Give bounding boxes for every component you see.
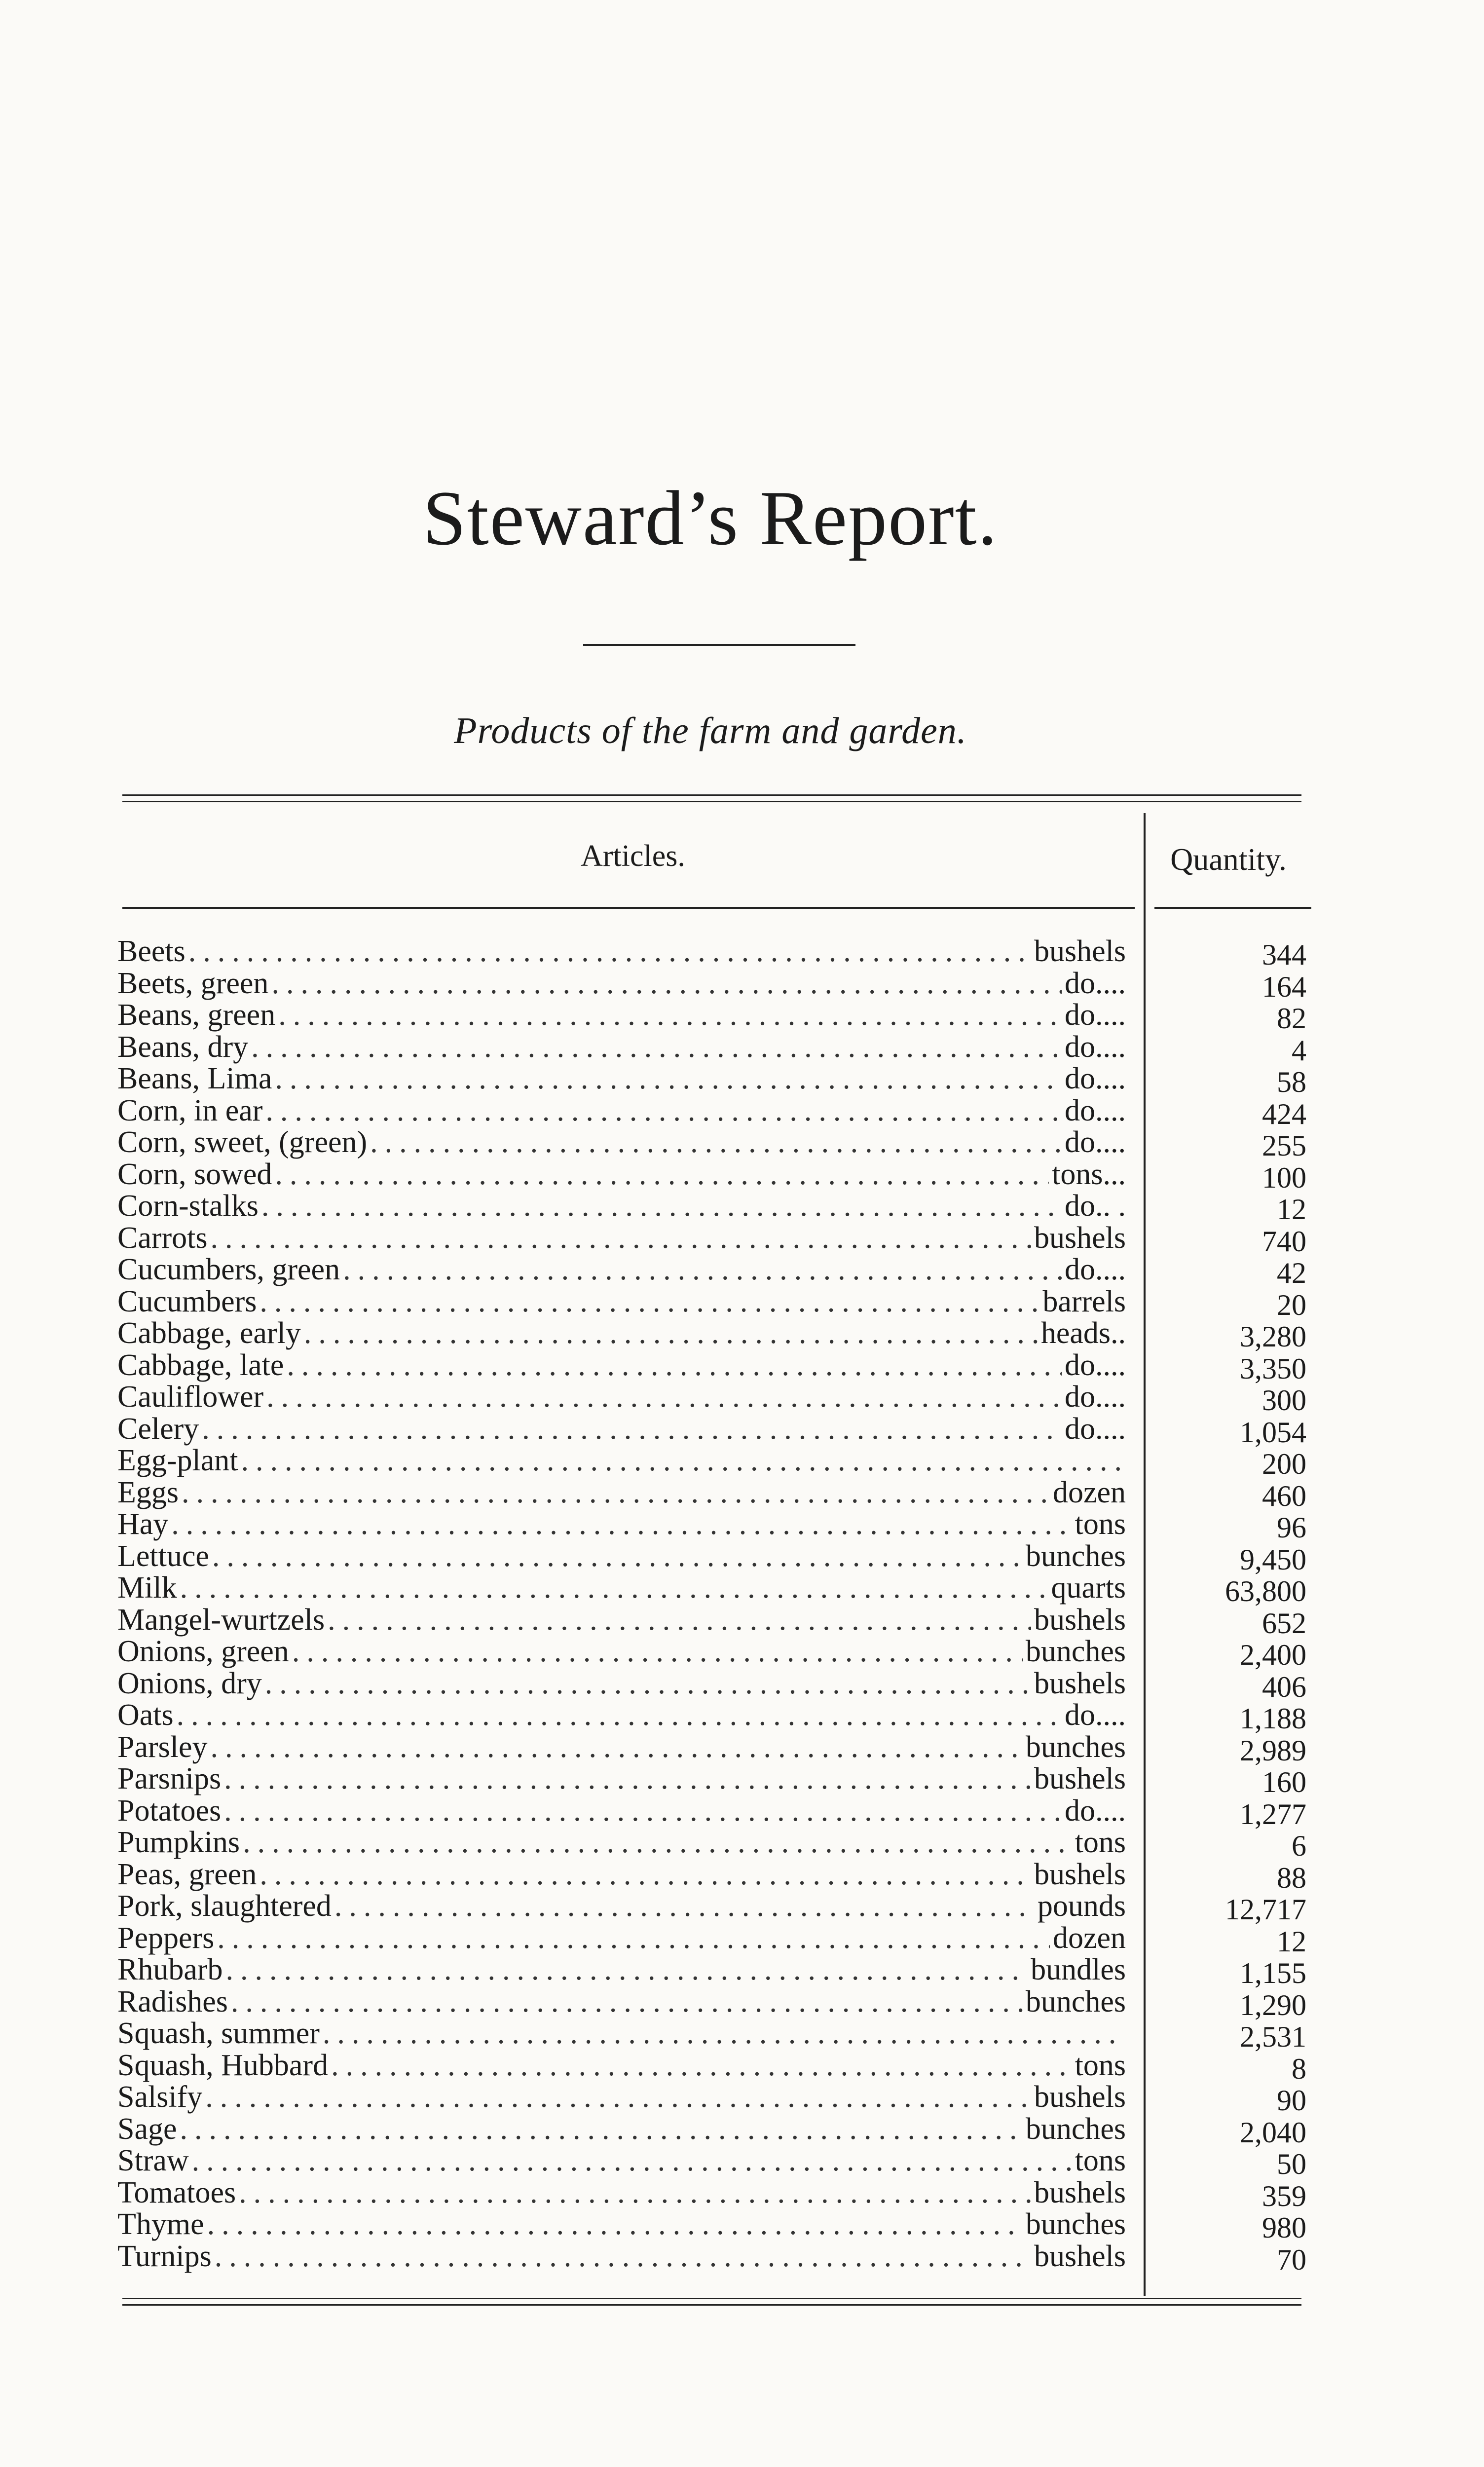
dot-leader xyxy=(202,1412,1062,1447)
quantity-cell: 424 xyxy=(1262,1097,1306,1130)
quantity-cell: 344 xyxy=(1262,938,1306,971)
quantity-cell: 2,040 xyxy=(1240,2116,1306,2149)
table-row xyxy=(0,2175,1484,2212)
article-name: Beets xyxy=(117,934,186,968)
dot-leader xyxy=(205,2080,1031,2115)
dot-leader xyxy=(192,2143,1072,2178)
article-name: Sage xyxy=(117,2112,177,2146)
dot-leader xyxy=(177,1698,1062,1733)
table-row xyxy=(0,2112,1484,2149)
article-unit: barrels xyxy=(1042,1284,1126,1318)
table-row xyxy=(0,1348,1484,1385)
article-name: Celery xyxy=(117,1412,199,1446)
article-unit: do.... xyxy=(1065,1380,1126,1414)
article-unit: tons xyxy=(1075,2048,1126,2082)
dot-leader xyxy=(231,1984,1023,2019)
article-cell xyxy=(117,1125,1126,1160)
dot-leader xyxy=(265,1666,1031,1701)
article-cell xyxy=(117,1570,1126,1606)
quantity-cell: 1,277 xyxy=(1240,1797,1306,1831)
table-subtitle: Products of the farm and garden. xyxy=(454,710,967,751)
dot-leader xyxy=(212,1539,1023,1574)
article-cell xyxy=(117,1698,1126,1733)
table-bottom-rule xyxy=(122,2298,1301,2306)
quantity-cell: 3,280 xyxy=(1240,1320,1306,1353)
quantity-cell: 1,290 xyxy=(1240,1988,1306,2021)
dot-leader xyxy=(211,1730,1023,1765)
article-cell xyxy=(117,934,1126,969)
dot-leader xyxy=(226,1952,1028,1987)
article-unit: bushels xyxy=(1034,1762,1126,1795)
quantity-cell: 980 xyxy=(1262,2211,1306,2244)
table-row xyxy=(0,966,1484,1003)
quantity-cell: 160 xyxy=(1262,1766,1306,1798)
quantity-cell: 1,155 xyxy=(1240,1957,1306,1989)
article-cell xyxy=(117,1857,1126,1892)
quantity-cell: 1,054 xyxy=(1240,1416,1306,1449)
table-row xyxy=(0,1603,1484,1640)
quantity-cell: 42 xyxy=(1277,1257,1306,1289)
article-unit: bunches xyxy=(1025,1635,1126,1668)
table-row xyxy=(0,1857,1484,1894)
table-row xyxy=(0,1666,1484,1703)
quantity-cell: 100 xyxy=(1262,1161,1306,1194)
quantity-cell: 70 xyxy=(1277,2243,1306,2276)
article-cell xyxy=(117,1539,1126,1574)
quantity-cell: 3,350 xyxy=(1240,1352,1306,1385)
article-name: Hay xyxy=(117,1507,169,1541)
article-name: Cucumbers xyxy=(117,1284,257,1318)
article-unit: do.. . xyxy=(1065,1189,1126,1223)
table-row xyxy=(0,2048,1484,2085)
dot-leader xyxy=(292,1634,1023,1669)
dot-leader xyxy=(266,1380,1062,1415)
article-cell xyxy=(117,1443,1126,1478)
article-name: Squash, summer xyxy=(117,2017,320,2050)
table-row xyxy=(0,1825,1484,1862)
quantity-cell: 90 xyxy=(1277,2084,1306,2117)
article-cell xyxy=(117,2143,1126,2178)
table-row xyxy=(0,1252,1484,1289)
quantity-cell: 6 xyxy=(1292,1830,1306,1862)
article-name: Rhubarb xyxy=(117,1953,223,1986)
article-name: Potatoes xyxy=(117,1794,222,1828)
article-unit: do.... xyxy=(1065,1093,1126,1127)
article-name: Cabbage, early xyxy=(117,1316,301,1350)
article-unit: do.... xyxy=(1065,1794,1126,1828)
dot-leader xyxy=(323,2016,1123,2051)
table-row xyxy=(0,1284,1484,1321)
article-unit: do.... xyxy=(1065,998,1126,1032)
quantity-cell: 2,400 xyxy=(1240,1639,1306,1671)
article-cell xyxy=(117,1952,1126,1987)
article-name: Lettuce xyxy=(117,1539,209,1573)
article-name: Corn-stalks xyxy=(117,1189,259,1223)
quantity-cell: 58 xyxy=(1277,1066,1306,1098)
article-unit: bunches xyxy=(1025,1539,1126,1573)
quantity-cell: 88 xyxy=(1277,1861,1306,1894)
article-unit: bushels xyxy=(1034,1666,1126,1700)
article-name: Peas, green xyxy=(117,1857,257,1891)
quantity-cell: 12 xyxy=(1277,1193,1306,1226)
article-unit: bunches xyxy=(1025,2207,1126,2241)
table-top-rule xyxy=(122,794,1301,802)
quantity-cell: 96 xyxy=(1277,1511,1306,1544)
article-unit: bushels xyxy=(1034,2239,1126,2273)
table-row xyxy=(0,1125,1484,1162)
article-cell xyxy=(117,1794,1126,1829)
dot-leader xyxy=(271,966,1062,1001)
article-cell xyxy=(117,1221,1126,1256)
table-row xyxy=(0,1380,1484,1417)
article-unit: bunches xyxy=(1025,1730,1126,1764)
article-cell xyxy=(117,1761,1126,1796)
table-row xyxy=(0,2016,1484,2053)
article-name: Milk xyxy=(117,1571,177,1605)
quantity-cell: 12,717 xyxy=(1225,1893,1306,1926)
article-name: Tomatoes xyxy=(117,2175,236,2209)
article-cell xyxy=(117,1634,1126,1669)
table-row xyxy=(0,2207,1484,2244)
article-cell xyxy=(117,1412,1126,1447)
article-unit: do.... xyxy=(1065,966,1126,1000)
article-name: Corn, sweet, (green) xyxy=(117,1125,368,1159)
article-unit: do.... xyxy=(1065,1030,1126,1064)
article-cell xyxy=(117,2207,1126,2242)
article-cell xyxy=(117,1507,1126,1542)
table-row xyxy=(0,1221,1484,1258)
article-unit: bushels xyxy=(1034,2175,1126,2209)
article-cell xyxy=(117,2080,1126,2115)
article-name: Parsley xyxy=(117,1730,208,1764)
dot-leader xyxy=(278,998,1062,1033)
article-cell xyxy=(117,1316,1126,1351)
article-name: Carrots xyxy=(117,1221,208,1255)
dot-leader xyxy=(224,1794,1062,1829)
dot-leader xyxy=(207,2207,1023,2242)
dot-leader xyxy=(241,1443,1123,1478)
article-name: Beans, green xyxy=(117,998,276,1032)
article-name: Thyme xyxy=(117,2207,204,2241)
article-cell xyxy=(117,2175,1126,2210)
article-unit: bushels xyxy=(1034,1221,1126,1255)
header-rule-quantity xyxy=(1154,907,1311,909)
article-cell xyxy=(117,1730,1126,1765)
table-row xyxy=(0,998,1484,1035)
article-name: Parsnips xyxy=(117,1762,222,1795)
article-name: Radishes xyxy=(117,1984,228,2018)
article-unit: do.... xyxy=(1065,1125,1126,1159)
header-rule-articles xyxy=(122,907,1135,909)
dot-leader xyxy=(265,1093,1062,1128)
header-quantity: Quantity. xyxy=(1170,842,1287,877)
quantity-cell: 406 xyxy=(1262,1670,1306,1703)
table-row xyxy=(0,1030,1484,1067)
dot-leader xyxy=(343,1252,1062,1287)
article-unit: bushels xyxy=(1034,2080,1126,2114)
quantity-cell: 8 xyxy=(1292,2052,1306,2085)
quantity-cell: 255 xyxy=(1262,1129,1306,1162)
table-row xyxy=(0,1889,1484,1926)
article-cell xyxy=(117,1921,1126,1956)
table-row xyxy=(0,1730,1484,1767)
table-row xyxy=(0,1952,1484,1989)
article-cell xyxy=(117,1603,1126,1638)
dot-leader xyxy=(243,1825,1072,1860)
table-row xyxy=(0,1984,1484,2021)
article-unit: dozen xyxy=(1052,1475,1126,1509)
article-unit: do.... xyxy=(1065,1698,1126,1732)
article-name: Mangel-wurtzels xyxy=(117,1603,325,1637)
article-unit: bundles xyxy=(1031,1953,1126,1986)
quantity-cell: 652 xyxy=(1262,1607,1306,1640)
article-name: Squash, Hubbard xyxy=(117,2048,329,2082)
dot-leader xyxy=(275,1061,1062,1096)
table-row xyxy=(0,1061,1484,1098)
quantity-cell: 9,450 xyxy=(1240,1543,1306,1576)
quantity-cell: 20 xyxy=(1277,1288,1306,1321)
article-name: Corn, sowed xyxy=(117,1157,272,1191)
dot-leader xyxy=(217,1921,1050,1956)
table-row xyxy=(0,1189,1484,1226)
quantity-cell: 200 xyxy=(1262,1448,1306,1480)
quantity-cell: 740 xyxy=(1262,1225,1306,1258)
article-cell xyxy=(117,2016,1126,2051)
article-name: Straw xyxy=(117,2144,189,2177)
dot-leader xyxy=(182,1475,1050,1510)
table-row xyxy=(0,934,1484,971)
article-cell xyxy=(117,1093,1126,1128)
article-name: Beans, dry xyxy=(117,1030,249,1064)
article-name: Onions, green xyxy=(117,1635,289,1668)
article-unit: dozen xyxy=(1052,1921,1126,1955)
article-unit: do.... xyxy=(1065,1412,1126,1446)
dot-leader xyxy=(261,1189,1062,1224)
article-unit: heads.. xyxy=(1040,1316,1126,1350)
header-articles: Articles. xyxy=(581,839,685,873)
article-unit: bushels xyxy=(1034,934,1126,968)
article-unit: do.... xyxy=(1065,1348,1126,1382)
dot-leader xyxy=(287,1348,1062,1383)
quantity-cell: 4 xyxy=(1292,1034,1306,1067)
table-row xyxy=(0,1475,1484,1512)
quantity-cell: 82 xyxy=(1277,1002,1306,1035)
quantity-cell: 2,531 xyxy=(1240,2020,1306,2053)
article-unit: tons xyxy=(1075,2144,1126,2177)
table-body xyxy=(0,934,1484,2276)
table-row xyxy=(0,2239,1484,2276)
dot-leader xyxy=(370,1125,1062,1160)
article-name: Pumpkins xyxy=(117,1826,240,1859)
quantity-cell: 1,188 xyxy=(1240,1702,1306,1735)
table-row xyxy=(0,2080,1484,2117)
article-cell xyxy=(117,966,1126,1001)
article-unit: tons xyxy=(1075,1507,1126,1541)
dot-leader xyxy=(180,1570,1048,1606)
dot-leader xyxy=(260,1857,1031,1892)
quantity-cell: 2,989 xyxy=(1240,1734,1306,1767)
table-row xyxy=(0,1570,1484,1607)
article-name: Beans, Lima xyxy=(117,1062,272,1095)
quantity-cell: 63,800 xyxy=(1225,1575,1306,1607)
article-cell xyxy=(117,1348,1126,1383)
dot-leader xyxy=(224,1761,1031,1796)
table-row xyxy=(0,1698,1484,1735)
article-name: Eggs xyxy=(117,1475,179,1509)
dot-leader xyxy=(215,2239,1031,2274)
article-name: Corn, in ear xyxy=(117,1093,263,1127)
article-unit: tons... xyxy=(1052,1157,1126,1191)
quantity-cell: 50 xyxy=(1277,2148,1306,2180)
table-row xyxy=(0,2143,1484,2180)
dot-leader xyxy=(304,1316,1038,1351)
article-cell xyxy=(117,1380,1126,1415)
article-cell xyxy=(117,1252,1126,1287)
title-rule xyxy=(583,644,855,646)
article-cell xyxy=(117,1157,1126,1192)
article-cell xyxy=(117,2048,1126,2083)
article-unit: bushels xyxy=(1034,1857,1126,1891)
dot-leader xyxy=(260,1284,1039,1319)
article-cell xyxy=(117,1030,1126,1065)
article-cell xyxy=(117,1825,1126,1860)
article-cell xyxy=(117,2239,1126,2274)
article-name: Peppers xyxy=(117,1921,215,1955)
table-row xyxy=(0,1539,1484,1576)
article-unit: bunches xyxy=(1025,2112,1126,2146)
article-name: Pork, slaughtered xyxy=(117,1889,332,1923)
quantity-cell: 164 xyxy=(1262,970,1306,1003)
article-name: Cucumbers, green xyxy=(117,1253,340,1286)
article-cell xyxy=(117,1666,1126,1701)
table-row xyxy=(0,1093,1484,1130)
table-row xyxy=(0,1507,1484,1544)
article-name: Beets, green xyxy=(117,966,269,1000)
dot-leader xyxy=(180,2112,1023,2147)
dot-leader xyxy=(171,1507,1072,1542)
dot-leader xyxy=(251,1030,1062,1065)
dot-leader xyxy=(275,1157,1049,1192)
article-cell xyxy=(117,998,1126,1033)
dot-leader xyxy=(211,1221,1031,1256)
article-unit: pounds xyxy=(1037,1889,1126,1923)
article-cell xyxy=(117,1284,1126,1319)
article-unit: do.... xyxy=(1065,1062,1126,1095)
table-row xyxy=(0,1316,1484,1353)
quantity-cell: 359 xyxy=(1262,2179,1306,2212)
table-row xyxy=(0,1634,1484,1671)
article-unit: bunches xyxy=(1025,1984,1126,2018)
article-name: Cabbage, late xyxy=(117,1348,284,1382)
article-cell xyxy=(117,1189,1126,1224)
table-row xyxy=(0,1794,1484,1831)
dot-leader xyxy=(331,2048,1072,2083)
quantity-cell: 300 xyxy=(1262,1384,1306,1417)
article-unit: quarts xyxy=(1051,1571,1126,1605)
article-cell xyxy=(117,1061,1126,1096)
article-name: Oats xyxy=(117,1698,174,1732)
dot-leader xyxy=(334,1889,1035,1924)
article-name: Cauliflower xyxy=(117,1380,264,1414)
table-row xyxy=(0,1921,1484,1958)
article-name: Egg-plant xyxy=(117,1444,238,1477)
quantity-cell: 460 xyxy=(1262,1479,1306,1512)
dot-leader xyxy=(188,934,1031,969)
dot-leader xyxy=(328,1603,1031,1638)
article-cell xyxy=(117,1984,1126,2019)
article-name: Turnips xyxy=(117,2239,212,2273)
table-row xyxy=(0,1157,1484,1194)
table-row xyxy=(0,1443,1484,1480)
table-row xyxy=(0,1412,1484,1449)
article-unit: do.... xyxy=(1065,1253,1126,1286)
article-unit: tons xyxy=(1075,1826,1126,1859)
article-name: Onions, dry xyxy=(117,1666,262,1700)
article-name: Salsify xyxy=(117,2080,203,2114)
article-cell xyxy=(117,1889,1126,1924)
article-unit: bushels xyxy=(1034,1603,1126,1637)
article-cell xyxy=(117,2112,1126,2147)
quantity-cell: 12 xyxy=(1277,1925,1306,1958)
article-cell xyxy=(117,1475,1126,1510)
page-title: Steward’s Report. xyxy=(422,475,999,561)
dot-leader xyxy=(239,2175,1031,2210)
table-row xyxy=(0,1761,1484,1798)
